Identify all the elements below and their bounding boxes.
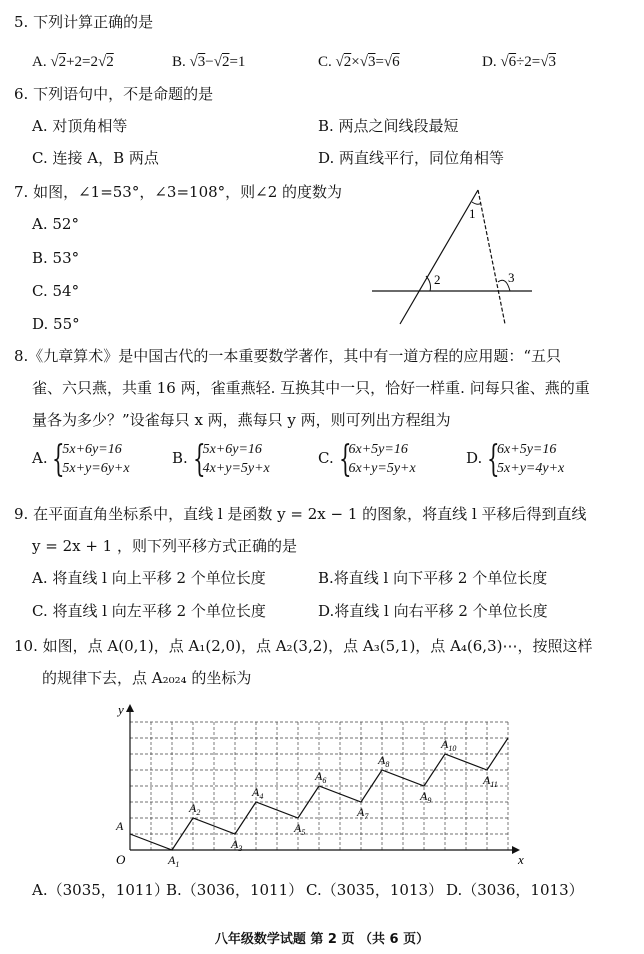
q7-option-c[interactable]: C. 54° [32, 282, 80, 300]
equation-system: { 5x+6y=16 5x+y=6y+x [52, 439, 130, 480]
q10-option-d[interactable]: D.（3036，1013） [446, 881, 584, 899]
sqrt: √6 [500, 54, 517, 70]
q8-option-a[interactable]: A. { 5x+6y=16 5x+y=6y+x [32, 439, 130, 480]
sqrt: √2 [213, 54, 230, 70]
angle-1-arc [472, 202, 481, 204]
angle-2-label: 2 [434, 272, 441, 287]
equation-system: { 6x+5y=16 6x+y=5y+x [338, 439, 416, 480]
line-left [400, 190, 478, 324]
point-label: $A_7$ [357, 805, 369, 821]
q10-option-c[interactable]: C.（3035，1013） [306, 881, 444, 899]
q7-figure [360, 180, 550, 330]
page-footer: 八年级数学试题 第 2 页 （共 6 页） [214, 932, 430, 947]
q9-option-d[interactable]: D.将直线 l 向右平移 2 个单位长度 [318, 602, 548, 620]
q5-option-b[interactable]: B. √3−√2=1 [172, 54, 246, 70]
q7-stem: 7. 如图，∠1=53°，∠3=108°，则∠2 的度数为 [14, 183, 343, 201]
point-label: $A_{10}$ [441, 737, 457, 753]
point-label: $A_4$ [252, 785, 264, 801]
sqrt: √2 [50, 54, 67, 70]
q5-option-d[interactable]: D. √6÷2=√3 [482, 54, 557, 70]
origin-label: O [116, 852, 126, 867]
q5-option-c[interactable]: C. √2×√3=√6 [318, 54, 400, 70]
point-label: $A_2$ [189, 801, 201, 817]
q7-option-b[interactable]: B. 53° [32, 249, 80, 267]
q8-line-3: 量各为多少？”设雀每只 x 两，燕每只 y 两，则可列出方程组为 [32, 411, 451, 429]
q7-option-a[interactable]: A. 52° [32, 215, 79, 233]
equation-system: { 6x+5y=16 5x+y=4y+x [487, 439, 565, 480]
q10-option-a[interactable]: A.（3035，1011） [32, 881, 169, 899]
q6-stem: 6. 下列语句中，不是命题的是 [14, 85, 214, 103]
q8-line-2: 雀、六只燕，共重 16 两，雀重燕轻. 互换其中一只，恰好一样重. 问每只雀、燕的重 [32, 379, 590, 397]
point-label: $A_5$ [294, 821, 306, 837]
q7-option-d[interactable]: D. 55° [32, 315, 80, 333]
q8-line-1: 8.《九章算术》是中国古代的一本重要数学著作，其中有一道方程的应用题：“五只 [14, 347, 561, 365]
point-label: $A_8$ [378, 753, 390, 769]
q6-option-b[interactable]: B. 两点之间线段最短 [318, 117, 459, 135]
point-label: $A_6$ [315, 769, 327, 785]
line-right [478, 190, 505, 324]
point-label: $A_9$ [420, 789, 432, 805]
q8-option-c[interactable]: C. { 6x+5y=16 6x+y=5y+x [318, 439, 416, 480]
sqrt: √2 [335, 54, 352, 70]
point-label: A [116, 819, 124, 833]
sqrt: √2 [98, 54, 114, 70]
q10-option-b[interactable]: B.（3036，1011） [166, 881, 304, 899]
q5-option-a[interactable]: A. √2+2=2√2 [32, 54, 114, 70]
q5-stem: 5. 下列计算正确的是 [14, 13, 154, 31]
point-label: $A_3$ [231, 837, 243, 853]
q10-coordinate-figure [108, 698, 528, 870]
q10-line-2: 的规律下去，点 A₂₀₂₄ 的坐标为 [42, 669, 252, 687]
q9-option-c[interactable]: C. 将直线 l 向左平移 2 个单位长度 [32, 602, 266, 620]
q10-line-1: 10. 如图，点 A(0,1)，点 A₁(2,0)，点 A₂(3,2)，点 A₃(5,1)，点 A₄(6,3)⋯，按照这样 [14, 637, 593, 655]
point-label: $A_1$ [168, 853, 180, 869]
y-axis-label: y [118, 702, 124, 717]
q6-option-d[interactable]: D. 两直线平行，同位角相等 [318, 149, 505, 167]
angle-1-label: 1 [469, 206, 476, 221]
q8-option-d[interactable]: D. { 6x+5y=16 5x+y=4y+x [466, 439, 565, 480]
q8-option-b[interactable]: B. { 5x+6y=16 4x+y=5y+x [172, 439, 270, 480]
equation-system: { 5x+6y=16 4x+y=5y+x [192, 439, 270, 480]
sqrt: √6 [383, 54, 400, 70]
sqrt: √3 [540, 54, 557, 70]
point-label: $A_{11}$ [483, 773, 498, 789]
q9-option-b[interactable]: B.将直线 l 向下平移 2 个单位长度 [318, 569, 548, 587]
q9-line-1: 9. 在平面直角坐标系中，直线 l 是函数 y = 2x − 1 的图象，将直线 l 平移后得到直线 [14, 505, 587, 523]
q6-option-a[interactable]: A. 对顶角相等 [32, 117, 128, 135]
sqrt: √3 [359, 54, 376, 70]
q6-option-c[interactable]: C. 连接 A，B 两点 [32, 149, 159, 167]
y-axis-arrow-icon [126, 704, 134, 712]
q9-line-2: y = 2x + 1 ，则下列平移方式正确的是 [32, 537, 297, 555]
sqrt: √3 [189, 54, 206, 70]
x-axis-label: x [518, 852, 524, 867]
angle-3-label: 3 [508, 270, 515, 285]
q9-option-a[interactable]: A. 将直线 l 向上平移 2 个单位长度 [32, 569, 266, 587]
